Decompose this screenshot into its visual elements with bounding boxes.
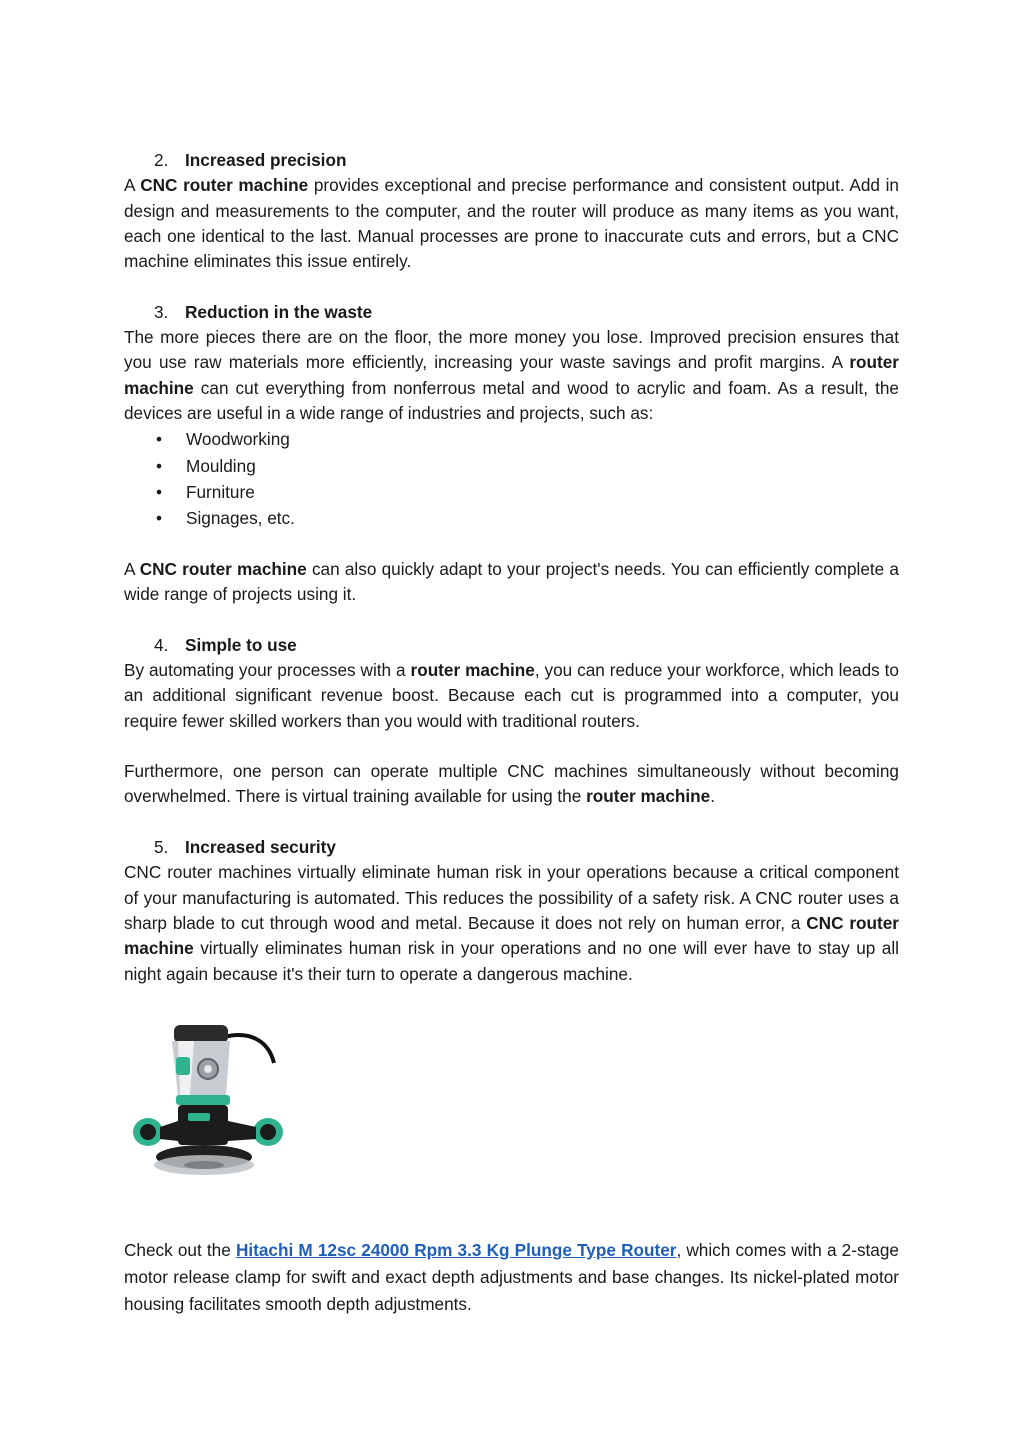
bullet-icon: • [156,429,163,450]
heading-increased-security [124,835,899,860]
closing-paragraph: Check out the Hitachi M 12sc 24000 Rpm 3.3 Kg Plunge Type Router, which comes with a 2-stage motor release clamp for swift and exact depth adjustments and base changes. Its nickel-plated motor housing facilitates smooth depth adjustments. [124,1239,899,1314]
list-number: 2. [154,150,169,170]
bullet-icon: • [156,481,163,502]
list-item: • Signages, etc. [124,505,899,531]
heading-text: Reduction in the waste [185,301,373,322]
router-image [128,1017,288,1187]
paragraph: By automating your processes with a router machine, you can reduce your workforce, which leads to an additional significant revenue boost. Because each cut is programmed into a computer, you require fewer skilled workers than you would with traditional routers. [124,659,899,731]
heading-reduction-in-waste [124,300,899,325]
industries-list [124,426,899,531]
paragraph: The more pieces there are on the floor, the more money you lose. Improved precision ensures that you use raw materials more efficiently, increasing your waste savings and profit margins. A router machine can cut everything from nonferrous metal and wood to acrylic and foam. As a result, the devices are useful in a wide range of industries and projects, such as: [124,327,899,423]
paragraph: A CNC router machine can also quickly adapt to your project's needs. You can efficiently complete a wide range of projects using it. [124,558,899,605]
list-item: • Woodworking [124,426,899,452]
heading-text: Increased security [185,837,336,858]
list-item: • Moulding [124,453,899,479]
bold-term: CNC router machine [139,558,307,579]
list-number: 4. [154,634,169,655]
paragraph: CNC router machines virtually eliminate human risk in your operations because a critical component of your manufacturing is automated. This reduces the possibility of a safety risk. A CNC router uses a sharp blade to cut through wood and metal. Because it does not rely on human error, a CNC router machine virtually eliminates human risk in your operations and no one will ever have to stay up all night again because it's their turn to operate a dangerous machine. [124,862,899,984]
bold-term: router machine [124,352,899,398]
bullet-icon: • [156,508,163,529]
router-illustration [128,1017,288,1187]
bullet-icon: • [156,455,163,476]
heading-text: Simple to use [185,634,297,655]
bold-term: CNC router machine [140,175,309,196]
heading-text: Increased precision [185,150,347,170]
list-number: 5. [154,837,169,858]
bold-term: CNC router machine [124,912,899,959]
heading-simple-to-use [124,633,899,658]
bold-term: router machine [586,786,711,807]
document-page [124,148,899,1318]
heading-increased-precision [124,148,899,173]
product-link[interactable]: Hitachi M 12sc 24000 Rpm 3.3 Kg Plunge Type Router [235,1239,677,1260]
list-item: • Furniture [124,479,899,505]
bold-term: router machine [410,659,535,680]
paragraph: Furthermore, one person can operate multiple CNC machines simultaneously without becoming overwhelmed. There is virtual training available for using the router machine. [124,761,899,807]
paragraph: A CNC router machine provides exceptional and precise performance and consistent output. Add in design and measurements to the computer, and the router will produce as many items as you want, each one identical to the last. Manual processes are prone to inaccurate cuts and errors, but a CNC machine eliminates this issue entirely. [124,175,899,272]
list-number: 3. [154,301,169,322]
